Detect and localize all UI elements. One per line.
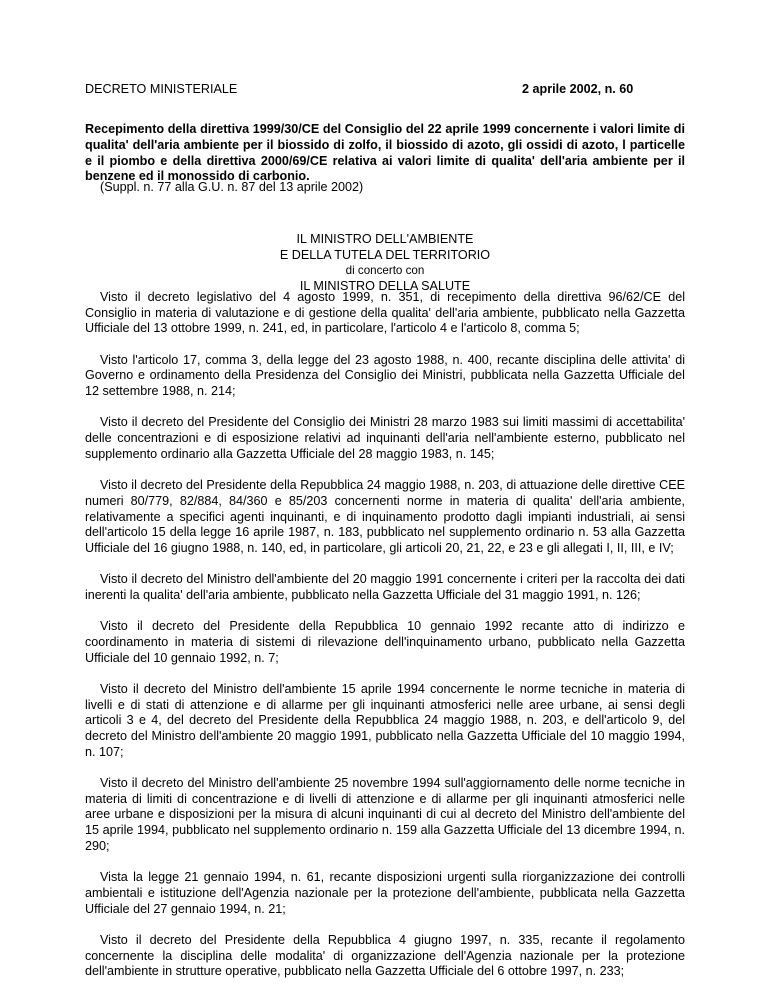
preamble-paragraph: Visto il decreto del Ministro dell'ambiente del 20 maggio 1991 concernente i criteri per la raccolta dei dati inerenti la qualita' dell'aria ambiente, pubblicato nella Gazzetta Ufficiale del 31 maggio 1991, n. 126;	[85, 572, 685, 602]
decree-type: DECRETO MINISTERIALE	[85, 82, 238, 96]
preamble-paragraph: Vista la legge 21 gennaio 1994, n. 61, recante disposizioni urgenti sulla riorganizzazione dei controlli ambientali e istituzione dell'Agenzia nazionale per la protezione dell'ambiente, pubblicata nella Gazzetta Ufficiale del 27 gennaio 1994, n. 21;	[85, 870, 685, 916]
preamble-paragraph: Visto il decreto del Presidente della Repubblica 4 giugno 1997, n. 335, recante il regolamento concernente la disciplina delle modalita' di organizzazione dell'Agenzia nazionale per la protezione dell'ambiente in strutture operative, pubblicato nella Gazzetta Ufficiale del 6 ottobre 1997, n. 233;	[85, 932, 685, 979]
gazette-reference: (Suppl. n. 77 alla G.U. n. 87 del 13 aprile 2002)	[100, 180, 364, 194]
preamble-paragraph: Visto il decreto del Ministro dell'ambiente 15 aprile 1994 concernente le norme tecniche in materia di livelli e di stati di attenzione e di allarme per gli inquinanti atmosferici nelle aree urbane, ai sensi degli articoli 3 e 4, del decreto del Presidente della Repubblica 24 maggio 1988, n. 203, e dell'articolo 9, del decreto del Ministro dell'ambiente 20 maggio 1991, pubblicato nella Gazzetta Ufficiale del 10 maggio 1994, n. 107;	[85, 681, 685, 759]
preamble-paragraph: Visto il decreto del Presidente della Repubblica 10 gennaio 1992 recante atto di indirizzo e coordinamento in materia di sistemi di rilevazione dell'inquinamento urbano, pubblicato nella Gazzetta Ufficiale del 10 gennaio 1992, n. 7;	[85, 619, 685, 665]
preamble-paragraph: Visto l'articolo 17, comma 3, della legge del 23 agosto 1988, n. 400, recante disciplina delle attivita' di Governo e ordinamento della Presidenza del Consiglio dei Ministri, pubblicata nella Gazzetta Ufficiale del 12 settembre 1988, n. 214;	[85, 352, 685, 399]
preamble-paragraph: Visto il decreto del Presidente del Consiglio dei Ministri 28 marzo 1983 sui limiti massimi di accettabilita' delle concentrazioni e di esposizione relativi ad inquinanti dell'aria nell'ambiente esterno, pubblicato nel supplemento ordinario alla Gazzetta Ufficiale del 28 maggio 1983, n. 145;	[85, 415, 685, 461]
minister-line-1: IL MINISTRO DELL'AMBIENTE	[296, 232, 474, 246]
preamble-paragraph: Visto il decreto del Ministro dell'ambiente 25 novembre 1994 sull'aggiornamento delle norme tecniche in materia di limiti di concentrazione e di livelli di attenzione e di allarme per gli inquinanti atmosferici nelle aree urbane e disposizioni per la misura di alcuni inquinanti di cui al decreto del Ministro dell'ambiente del 15 aprile 1994, pubblicato nel supplemento ordinario n. 159 alla Gazzetta Ufficiale del 13 dicembre 1994, n. 290;	[85, 776, 685, 853]
preamble-paragraph: Visto il decreto legislativo del 4 agosto 1999, n. 351, di recepimento della direttiva 96/62/CE del Consiglio in materia di valutazione e di gestione della qualita' dell'aria ambiente, pubblicato nella Gazzetta Ufficiale del 13 ottobre 1999, n. 241, ed, in particolare, l'articolo 4 e l'articolo 8, comma 5;	[85, 290, 685, 336]
minister-line-4: IL MINISTRO DELLA SALUTE	[299, 278, 471, 293]
preamble-paragraph: Visto il decreto del Presidente della Repubblica 24 maggio 1988, n. 203, di attuazione delle direttive CEE numeri 80/779, 82/884, 84/360 e 85/203 concernenti norme in materia di qualita' dell'aria ambiente, relativamente a specifici agenti inquinanti, e di inquinamento prodotto dagli impianti industriali, ai sensi dell'articolo 15 della legge 16 aprile 1987, n. 183, pubblicato nel supplemento ordinario n. 53 alla Gazzetta Ufficiale del 16 giugno 1988, n. 140, ed, in particolare, gli articoli 20, 21, 22, e 23 e gli allegati I, II, III, e IV;	[85, 478, 685, 555]
document-title: Recepimento della direttiva 1999/30/CE del Consiglio del 22 aprile 1999 concernente i valori limite di qualita' dell'aria ambiente per il biossido di zolfo, il biossido di azoto, gli ossidi di azoto, l particelle e il piombo e della direttiva 2000/69/CE relativa ai valori limite di qualita' dell'aria ambiente per il benzene ed il monossido di carbonio.	[85, 122, 685, 184]
minister-line-2: E DELLA TUTELA DEL TERRITORIO	[279, 247, 491, 262]
minister-line-3: di concerto con	[345, 264, 425, 278]
ministers-block	[85, 232, 685, 294]
preamble	[85, 290, 685, 996]
decree-date: 2 aprile 2002, n. 60	[522, 82, 634, 96]
